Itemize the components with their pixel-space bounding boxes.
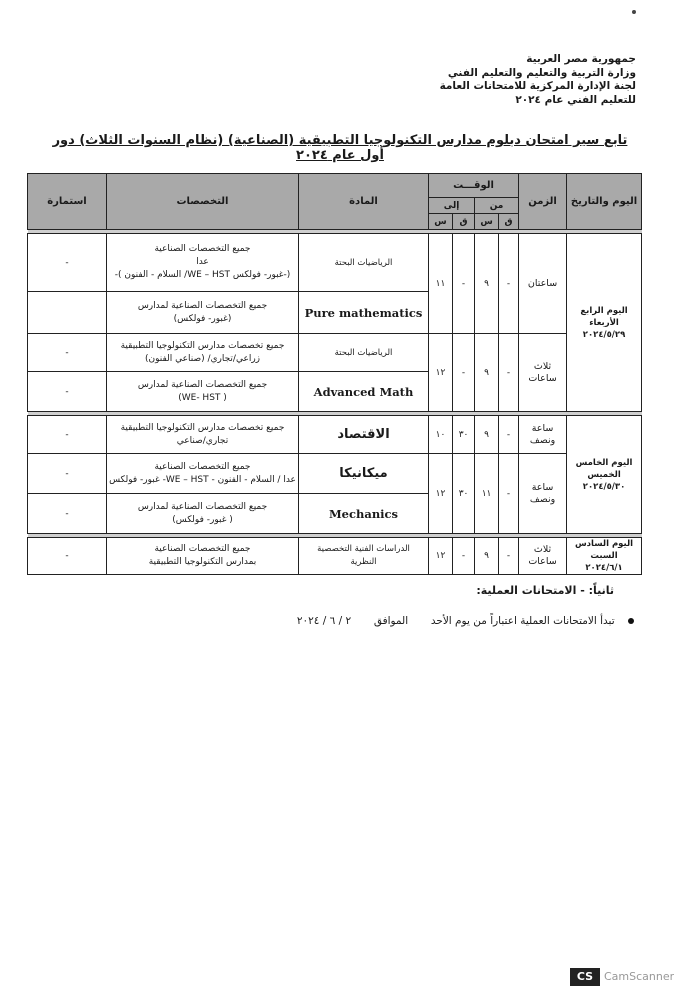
from-min-cell: -	[499, 416, 519, 454]
subject-cell: الدراسات الفنية التخصصية النظرية	[299, 538, 429, 575]
from-hour-cell: ١١	[475, 454, 499, 534]
specialization-cell: جميع التخصصات الصناعية لمدارس ( غبور- فولكس)	[107, 494, 299, 534]
duration-cell: ثلاث ساعات	[519, 538, 567, 575]
specialization-cell: جميع تخصصات مدارس التكنولوجيا التطبيقية زراعي/تجاري/ (صناعي الفنون)	[107, 334, 299, 372]
ministry-header	[376, 53, 636, 107]
form-cell: -	[28, 494, 107, 534]
to-hour-cell: ١٢	[429, 454, 453, 534]
duration-cell: ساعتان	[519, 234, 567, 334]
to-hour-cell: ١٢	[429, 538, 453, 575]
col-header-minutes: ق	[453, 214, 475, 230]
agree-label: الموافق	[373, 615, 409, 627]
subject-cell: الرياضيات البحتة	[299, 234, 429, 292]
specialization-cell: جميع التخصصات الصناعية بمدارس التكنولوجيا التطبيقية	[107, 538, 299, 575]
to-min-cell: -	[453, 538, 475, 575]
subject-cell: Mechanics	[299, 494, 429, 534]
col-header-day: اليوم والتاريخ	[567, 174, 642, 230]
note-date: ٢ / ٦ / ٢٠٢٤	[296, 615, 352, 627]
practical-exams-heading: ثانياً: - الامتحانات العملية:	[476, 584, 614, 597]
day-cell: اليوم الرابع الأربعاء ٢٠٢٤/٥/٢٩	[567, 234, 642, 412]
col-header-time: الوقـــت	[429, 174, 519, 198]
col-header-minutes: ق	[499, 214, 519, 230]
subject-cell: Pure mathematics	[299, 292, 429, 334]
day-cell: اليوم الخامس الخميس ٢٠٢٤/٥/٣٠	[567, 416, 642, 534]
subject-cell: Advanced Math	[299, 372, 429, 412]
from-hour-cell: ٩	[475, 416, 499, 454]
form-cell: -	[28, 372, 107, 412]
to-hour-cell: ١١	[429, 234, 453, 334]
to-min-cell: ٣٠	[453, 454, 475, 534]
duration-cell: ساعة ونصف	[519, 416, 567, 454]
to-min-cell: -	[453, 334, 475, 412]
note-text: تبدأ الامتحانات العملية اعتباراً من يوم الأحد	[430, 615, 615, 627]
header-line: لجنة الإدارة المركزية للامتحانات العامة	[439, 80, 636, 92]
specialization-cell: جميع التخصصات الصناعية عدا (-غبور- فولكس WE – HST/ السلام - الفنون )-	[107, 234, 299, 292]
col-header-hours: س	[429, 214, 453, 230]
subject-cell: الرياضيات البحتة	[299, 334, 429, 372]
form-cell	[28, 292, 107, 334]
specialization-cell: جميع تخصصات مدارس التكنولوجيا التطبيقية تجاري/صناعي	[107, 416, 299, 454]
scan-speck	[632, 10, 636, 14]
specialization-cell: جميع التخصصات الصناعية عدا / السلام - الفنون - WE – HST- غبور- فولكس	[107, 454, 299, 494]
duration-cell: ثلاث ساعات	[519, 334, 567, 412]
to-min-cell: -	[453, 234, 475, 334]
form-cell: -	[28, 538, 107, 575]
to-hour-cell: ١٢	[429, 334, 453, 412]
col-header-duration: الزمن	[519, 174, 567, 230]
duration-cell: ساعة ونصف	[519, 454, 567, 534]
form-cell: -	[28, 416, 107, 454]
header-line: للتعليم الفني عام ٢٠٢٤	[515, 93, 636, 106]
document-title: تابع سير امتحان دبلوم مدارس التكنولوجيا التطبيقية (الصناعية) (نظام السنوات الثلاث) دور أول عام ٢٠٢٤	[52, 133, 628, 163]
col-header-to: إلى	[429, 198, 475, 214]
form-cell: -	[28, 454, 107, 494]
col-header-form: استمارة	[28, 174, 107, 230]
from-min-cell: -	[499, 538, 519, 575]
from-min-cell: -	[499, 454, 519, 534]
form-cell: -	[28, 334, 107, 372]
col-header-hours: س	[475, 214, 499, 230]
specialization-cell: جميع التخصصات الصناعية لمدارس (غبور- فولكس)	[107, 292, 299, 334]
camscanner-logo-icon: CS	[570, 968, 600, 986]
day-cell: اليوم السادس السبت ٢٠٢٤/٦/١	[567, 538, 642, 575]
exam-schedule-table	[27, 173, 642, 575]
subject-cell: الاقتصاد	[299, 416, 429, 454]
to-min-cell: ٣٠	[453, 416, 475, 454]
practical-exams-note	[134, 615, 634, 627]
header-line: جمهورية مصر العربية	[526, 53, 636, 65]
col-header-specializations: التخصصات	[107, 174, 299, 230]
specialization-cell: جميع التخصصات الصناعية لمدارس ( WE- HST)	[107, 372, 299, 412]
col-header-from: من	[475, 198, 519, 214]
from-min-cell: -	[499, 334, 519, 412]
header-line: وزارة التربية والتعليم والتعليم الفني	[447, 66, 636, 79]
from-hour-cell: ٩	[475, 538, 499, 575]
from-hour-cell: ٩	[475, 334, 499, 412]
subject-cell: ميكانيكا	[299, 454, 429, 494]
to-hour-cell: ١٠	[429, 416, 453, 454]
camscanner-watermark: CamScanner	[604, 970, 674, 983]
bullet-icon	[628, 618, 634, 624]
form-cell: -	[28, 234, 107, 292]
from-min-cell: -	[499, 234, 519, 334]
from-hour-cell: ٩	[475, 234, 499, 334]
col-header-subject: المادة	[299, 174, 429, 230]
